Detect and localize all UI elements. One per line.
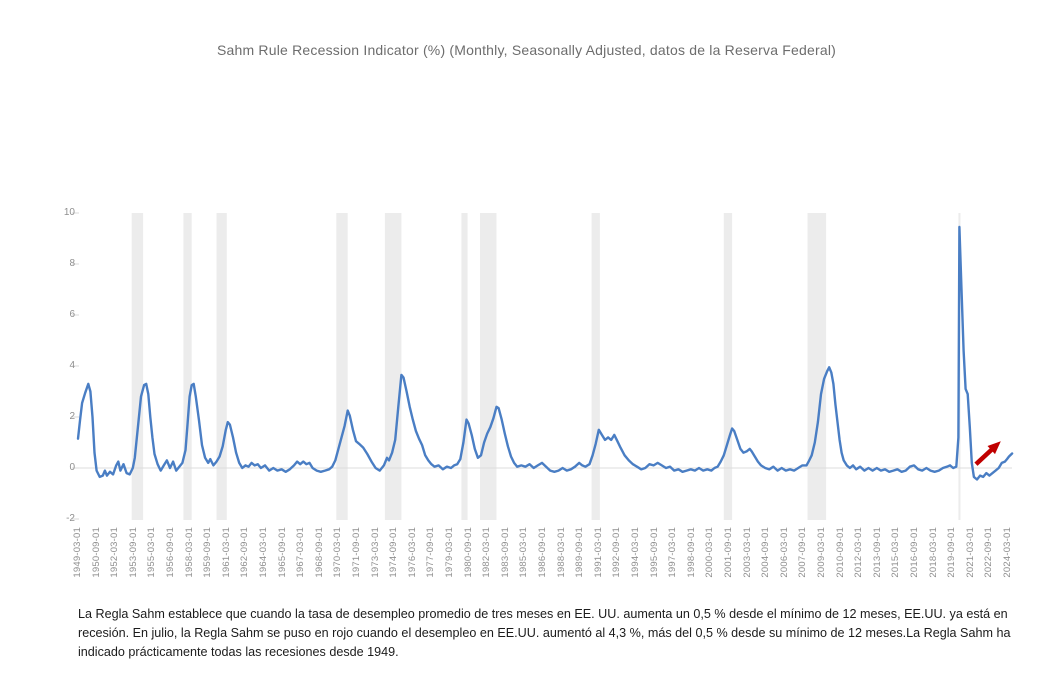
- x-axis-tick-label: 1955-03-01: [146, 527, 158, 578]
- x-axis-tick-label: 1971-09-01: [351, 527, 362, 578]
- x-axis-tick-label: 2001-09-01: [723, 527, 734, 578]
- x-axis-tick-label: 1964-03-01: [258, 527, 269, 578]
- y-axis-tick-label: 6: [69, 309, 75, 320]
- caption-line: La Regla Sahm establece que cuando la tasa de desempleo promedio de tres meses en EE. UU. aumenta un 0,5 % desde el mínimo de 12 meses, EE.UU. ya está en: [78, 607, 1008, 621]
- recession-band: [808, 213, 827, 520]
- x-axis-tick-label: 1977-09-01: [425, 527, 437, 578]
- y-axis-tick-label: -2: [66, 513, 75, 524]
- x-axis-tick-label: 1994-03-01: [630, 527, 641, 578]
- x-axis-tick-label: 1961-03-01: [220, 527, 232, 578]
- x-axis-tick-label: 1958-03-01: [183, 527, 195, 578]
- x-axis-tick-label: 1953-09-01: [127, 527, 139, 578]
- chart-title: Sahm Rule Recession Indicator (%) (Monthly, Seasonally Adjusted, datos de la Reserva Federal): [216, 42, 837, 58]
- x-axis-tick-label: 1952-03-01: [109, 527, 121, 578]
- x-axis-tick-label: 2024-03-01: [1002, 527, 1013, 578]
- x-axis-tick-label: 2003-03-01: [741, 527, 753, 578]
- y-axis-tick-label: 2: [69, 411, 75, 422]
- x-axis-tick-label: 2009-03-01: [816, 527, 827, 578]
- x-axis-tick-label: 1986-09-01: [537, 527, 548, 578]
- x-axis-tick-label: 1980-09-01: [462, 527, 474, 578]
- x-axis-tick-label: 1995-09-01: [648, 527, 660, 578]
- x-axis-tick-label: 2000-03-01: [704, 527, 716, 578]
- y-axis-tick-label: 0: [69, 462, 75, 473]
- x-axis-tick-label: 1982-03-01: [481, 527, 493, 578]
- x-axis-tick-label: 1973-03-01: [369, 527, 381, 578]
- x-axis-tick-label: 1956-09-01: [165, 527, 176, 578]
- x-axis-tick-label: 2007-09-01: [797, 527, 809, 578]
- x-axis-tick-label: 2006-03-01: [778, 527, 790, 578]
- x-axis-tick-label: 1976-03-01: [406, 527, 418, 578]
- recession-band: [336, 213, 347, 520]
- x-axis-tick-label: 2012-03-01: [853, 527, 865, 578]
- caption-line: recesión. En julio, la Regla Sahm se puso en rojo cuando el desempleo en EE.UU. aumentó al 4,3 %, más del 0,5 % desde su mínimo de 12 meses.La Regla Sahm ha: [78, 626, 1011, 640]
- x-axis-tick-label: 1974-09-01: [388, 527, 400, 578]
- x-axis-tick-label: 1959-09-01: [202, 527, 214, 578]
- caption-line: indicado prácticamente todas las recesiones desde 1949.: [78, 645, 399, 659]
- x-axis-tick-label: 2010-09-01: [834, 527, 846, 578]
- x-axis-tick-label: 1967-03-01: [295, 527, 307, 578]
- x-axis-tick-label: 1949-03-01: [72, 527, 83, 578]
- caption-text: [78, 605, 1053, 662]
- x-axis-tick-label: 1985-03-01: [518, 527, 530, 578]
- y-axis-tick-label: 4: [69, 360, 75, 371]
- y-axis-tick-label: 10: [63, 207, 75, 218]
- x-axis-tick-label: 2019-09-01: [946, 527, 958, 578]
- x-axis-tick-label: 1950-09-01: [90, 527, 102, 578]
- recession-band: [132, 213, 143, 520]
- x-axis-tick-label: 1965-09-01: [276, 527, 288, 578]
- recession-band: [461, 213, 467, 520]
- x-axis-tick-label: 1988-03-01: [555, 527, 567, 578]
- recession-band: [385, 213, 402, 520]
- x-axis-tick-label: 1983-09-01: [499, 527, 511, 578]
- x-axis-tick-label: 2021-03-01: [964, 527, 976, 578]
- y-axis-tick-label: 8: [69, 258, 75, 269]
- x-axis-tick-label: 2018-03-01: [927, 527, 939, 578]
- recession-band: [183, 213, 191, 520]
- x-axis-tick-label: 1997-03-01: [667, 527, 679, 578]
- x-axis-tick-label: 1979-03-01: [444, 527, 455, 578]
- recession-band: [480, 213, 497, 520]
- recession-band: [592, 213, 600, 520]
- x-axis-tick-label: 2022-09-01: [983, 527, 995, 578]
- x-axis-tick-label: 1968-09-01: [313, 527, 325, 578]
- recession-band: [217, 213, 227, 520]
- x-axis-tick-label: 2013-09-01: [871, 527, 883, 578]
- x-axis-tick-label: 2015-03-01: [890, 527, 902, 578]
- x-axis-tick-label: 1989-09-01: [574, 527, 586, 578]
- x-axis-tick-label: 1991-03-01: [592, 527, 604, 578]
- x-axis-tick-label: 1992-09-01: [611, 527, 623, 578]
- x-axis-tick-label: 2004-09-01: [760, 527, 772, 578]
- recession-band: [724, 213, 732, 520]
- x-axis-tick-label: 1962-09-01: [239, 527, 251, 578]
- x-axis-tick-label: 1998-09-01: [685, 527, 697, 578]
- x-axis-tick-label: 1970-03-01: [332, 527, 344, 578]
- x-axis-tick-label: 2016-09-01: [909, 527, 920, 578]
